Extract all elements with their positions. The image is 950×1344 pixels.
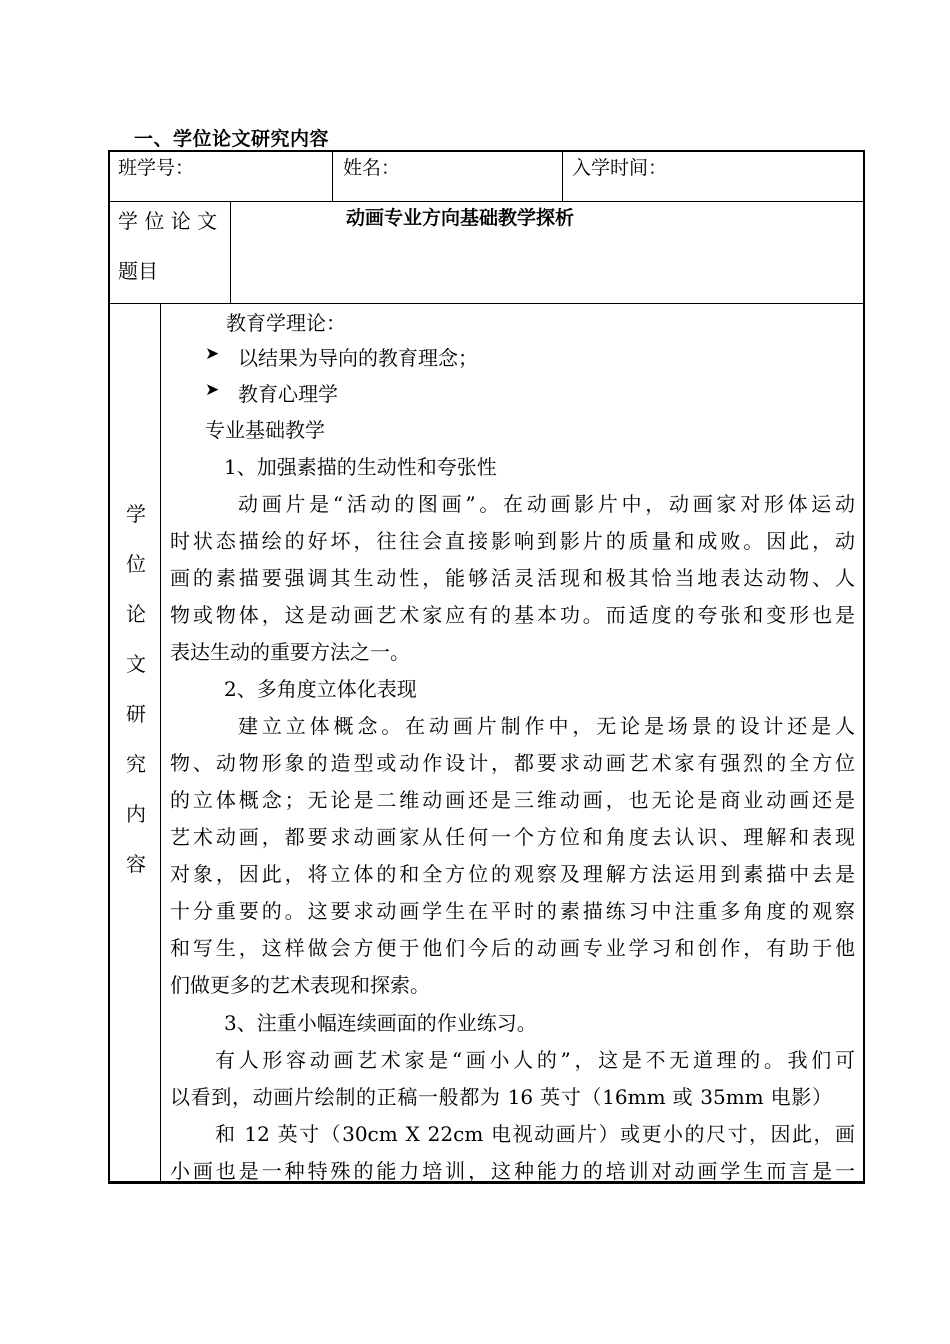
edu-theory-heading: 教育学理论： [226, 311, 346, 335]
paragraph-2-line: 对象，因此，将立体的和全方位的观察及理解方法运用到素描中去是 [170, 862, 855, 886]
row-divider-2 [108, 303, 865, 304]
paragraph-3-line: 和 12 英寸（30cm X 22cm 电视动画片）或更小的尺寸，因此，画 [215, 1122, 855, 1146]
paragraph-2-line: 物、动物形象的造型或动作设计，都要求动画艺术家有强烈的全方位 [170, 751, 855, 775]
col-divider-content-label [160, 303, 161, 1183]
class-id-label: 班学号： [118, 157, 195, 179]
content-label-char: 论 [126, 602, 146, 626]
thesis-title-label-line2: 题目 [118, 259, 158, 283]
col-divider-title-label [230, 201, 231, 304]
subheading-2: 2、多角度立体化表现 [224, 677, 417, 701]
paragraph-1-line: 画的素描要强调其生动性，能够活灵活现和极其恰当地表达动物、人 [170, 566, 855, 590]
col-divider-name [332, 150, 333, 202]
content-label-char: 究 [126, 752, 146, 776]
section-title: 一、学位论文研究内容 [134, 128, 330, 150]
bullet-item-1: 以结果为导向的教育理念； [238, 346, 478, 370]
paragraph-2-line: 艺术动画，都要求动画家从任何一个方位和角度去认识、理解和表现 [170, 825, 855, 849]
content-label-char: 研 [126, 702, 146, 726]
paragraph-1-line: 表达生动的重要方法之一。 [170, 640, 410, 664]
content-label-char: 容 [126, 852, 146, 876]
paragraph-2-line: 的立体概念；无论是二维动画还是三维动画，也无论是商业动画还是 [170, 788, 855, 812]
paragraph-1-line: 动画片是“活动的图画”。在动画影片中，动画家对形体运动 [238, 492, 855, 516]
content-label-char: 文 [126, 652, 146, 676]
subheading-3: 3、注重小幅连续画面的作业练习。 [224, 1011, 537, 1035]
bullet-item-2: 教育心理学 [238, 382, 338, 406]
arrow-bullet-icon: ➤ [205, 344, 220, 364]
paragraph-1-line: 物或物体，这是动画艺术家应有的基本功。而适度的夸张和变形也是 [170, 603, 855, 627]
paragraph-2-line: 和写生，这样做会方便于他们今后的动画专业学习和创作，有助于他 [170, 936, 855, 960]
thesis-title: 动画专业方向基础教学探析 [346, 207, 575, 229]
row-divider-1 [108, 201, 865, 202]
subheading-1: 1、加强素描的生动性和夸张性 [224, 455, 497, 479]
enroll-date-label: 入学时间： [572, 157, 668, 179]
paragraph-2-line: 十分重要的。这要求动画学生在平时的素描练习中注重多角度的观察 [170, 899, 855, 923]
paragraph-3-line: 有人形容动画艺术家是“画小人的”，这是不无道理的。我们可 [215, 1048, 855, 1072]
paragraph-2-line: 建立立体概念。在动画片制作中，无论是场景的设计还是人 [238, 714, 855, 738]
major-basics-heading: 专业基础教学 [205, 418, 325, 442]
thesis-title-label-line1: 学 位 论 文 [118, 209, 218, 233]
arrow-bullet-icon: ➤ [205, 380, 220, 400]
paragraph-3-line: 以看到，动画片绘制的正稿一般都为 16 英寸（16mm 或 35mm 电影） [170, 1085, 832, 1109]
paragraph-3-line: 小画也是一种特殊的能力培训，这种能力的培训对动画学生而言是一 [170, 1159, 855, 1183]
col-divider-enroll [562, 150, 563, 202]
content-label-char: 学 [126, 502, 146, 526]
paragraph-2-line: 们做更多的艺术表现和探索。 [170, 973, 430, 997]
paragraph-1-line: 时状态描绘的好坏，往往会直接影响到影片的质量和成败。因此，动 [170, 529, 855, 553]
name-label: 姓名： [343, 157, 401, 179]
content-label-char: 内 [126, 802, 146, 826]
content-label-char: 位 [126, 552, 146, 576]
